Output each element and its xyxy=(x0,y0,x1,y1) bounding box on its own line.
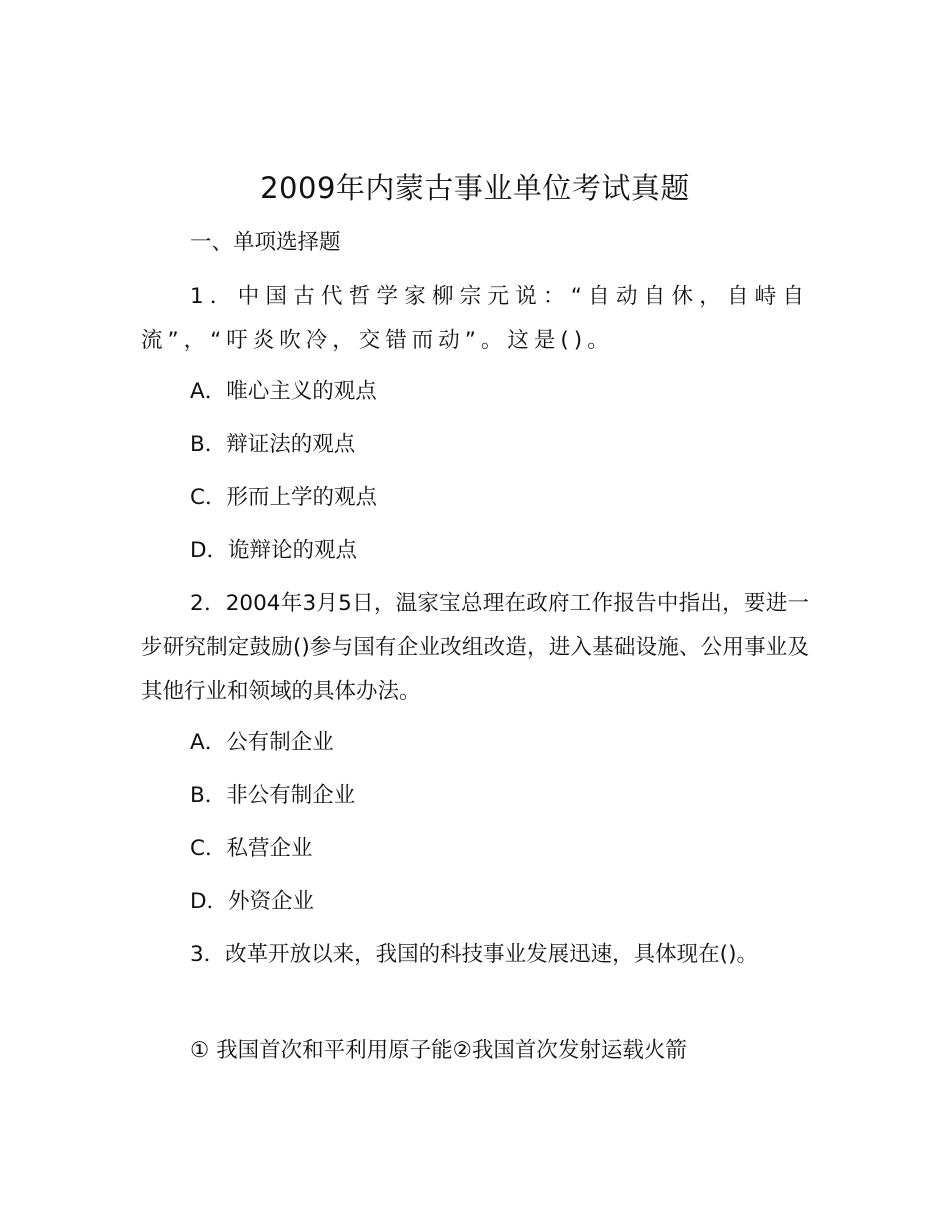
section-heading: 一、单项选择题 xyxy=(190,230,341,255)
question-3-stem: 3．改革开放以来，我国的科技事业发展迅速，具体现在()。 xyxy=(190,942,758,967)
question-1-option-a: A．唯心主义的观点 xyxy=(190,379,377,404)
question-3-items-line: ① 我国首次和平利用原子能②我国首次发射运载火箭 xyxy=(190,1038,687,1063)
question-1-option-c: C．形而上学的观点 xyxy=(190,485,378,510)
question-2-option-d: D．外资企业 xyxy=(190,889,315,914)
question-1-stem: 1．中国古代哲学家柳宗元说：“自动自休，自峙自流”，“吁炎吹冷，交错而动”。这是()。 xyxy=(141,284,809,353)
question-2-stem: 2．2004年3月5日，温家宝总理在政府工作报告中指出，要进一步研究制定鼓励()参与国有企业改组改造，进入基础设施、公用事业及其他行业和领域的具体办法。 xyxy=(141,591,809,704)
question-2-option-b: B．非公有制企业 xyxy=(190,783,356,808)
question-2-option-a: A．公有制企业 xyxy=(190,730,334,755)
question-1-option-b: B．辩证法的观点 xyxy=(190,432,356,457)
document-title: 2009年内蒙古事业单位考试真题 xyxy=(260,171,690,205)
question-2-option-c: C．私营企业 xyxy=(190,836,313,861)
question-1-option-d: D．诡辩论的观点 xyxy=(190,538,358,563)
